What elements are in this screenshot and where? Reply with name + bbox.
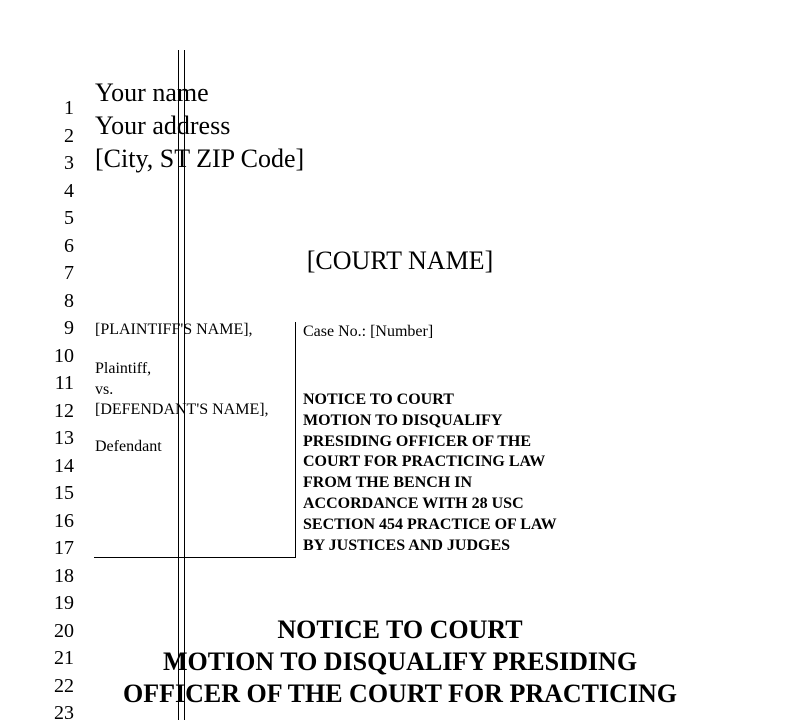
line-number: 4 <box>64 180 74 202</box>
plaintiff-label: Plaintiff, <box>95 360 152 377</box>
line-number: 10 <box>54 345 74 367</box>
line-number: 6 <box>64 235 74 257</box>
line-number: 3 <box>64 152 74 174</box>
case-title-line: SECTION 454 PRACTICE OF LAW <box>303 515 557 533</box>
case-title-line: ACCORDANCE WITH 28 USC <box>303 494 524 512</box>
line-number: 14 <box>54 455 74 477</box>
document-title <box>0 614 800 710</box>
document-title-line: OFFICER OF THE COURT FOR PRACTICING <box>122 679 678 708</box>
versus-label: vs. <box>95 381 114 398</box>
line-number: 22 <box>54 675 74 697</box>
court-name: [COURT NAME] <box>306 246 494 275</box>
line-number: 8 <box>64 290 74 312</box>
sender-address: Your address <box>95 111 231 140</box>
line-number: 12 <box>54 400 74 422</box>
line-number: 23 <box>54 702 74 724</box>
line-number: 13 <box>54 427 74 449</box>
sender-name: Your name <box>95 78 209 107</box>
defendant-label: Defendant <box>95 438 162 455</box>
line-number: 15 <box>54 482 74 504</box>
case-title-line: BY JUSTICES AND JUDGES <box>303 536 511 554</box>
line-number: 21 <box>54 647 74 669</box>
line-number: 7 <box>64 262 74 284</box>
caption-divider-horizontal <box>94 557 296 558</box>
line-number: 17 <box>54 537 74 559</box>
line-number-column <box>0 0 76 724</box>
defendant-name: [DEFENDANT'S NAME], <box>95 401 269 418</box>
case-title-line: FROM THE BENCH IN <box>303 474 473 492</box>
case-title <box>303 390 557 556</box>
line-number: 20 <box>54 620 74 642</box>
line-number: 5 <box>64 207 74 229</box>
case-title-line: COURT FOR PRACTICING LAW <box>303 453 546 471</box>
line-number: 1 <box>64 97 74 119</box>
plaintiff-name: [PLAINTIFF'S NAME], <box>95 321 253 338</box>
line-number: 16 <box>54 510 74 532</box>
caption-divider-vertical <box>295 322 296 558</box>
case-title-line: NOTICE TO COURT <box>303 391 454 408</box>
document-title-line: NOTICE TO COURT <box>277 615 523 644</box>
document-title-line: MOTION TO DISQUALIFY PRESIDING <box>162 647 638 676</box>
line-number: 9 <box>64 317 74 339</box>
line-number: 18 <box>54 565 74 587</box>
case-title-line: MOTION TO DISQUALIFY <box>303 411 503 429</box>
case-title-line: PRESIDING OFFICER OF THE <box>303 432 532 450</box>
case-number: Case No.: [Number] <box>303 323 434 340</box>
line-number: 11 <box>54 372 74 394</box>
line-number: 2 <box>64 125 74 147</box>
sender-city-state-zip: [City, ST ZIP Code] <box>95 144 305 173</box>
line-number: 19 <box>54 592 74 614</box>
